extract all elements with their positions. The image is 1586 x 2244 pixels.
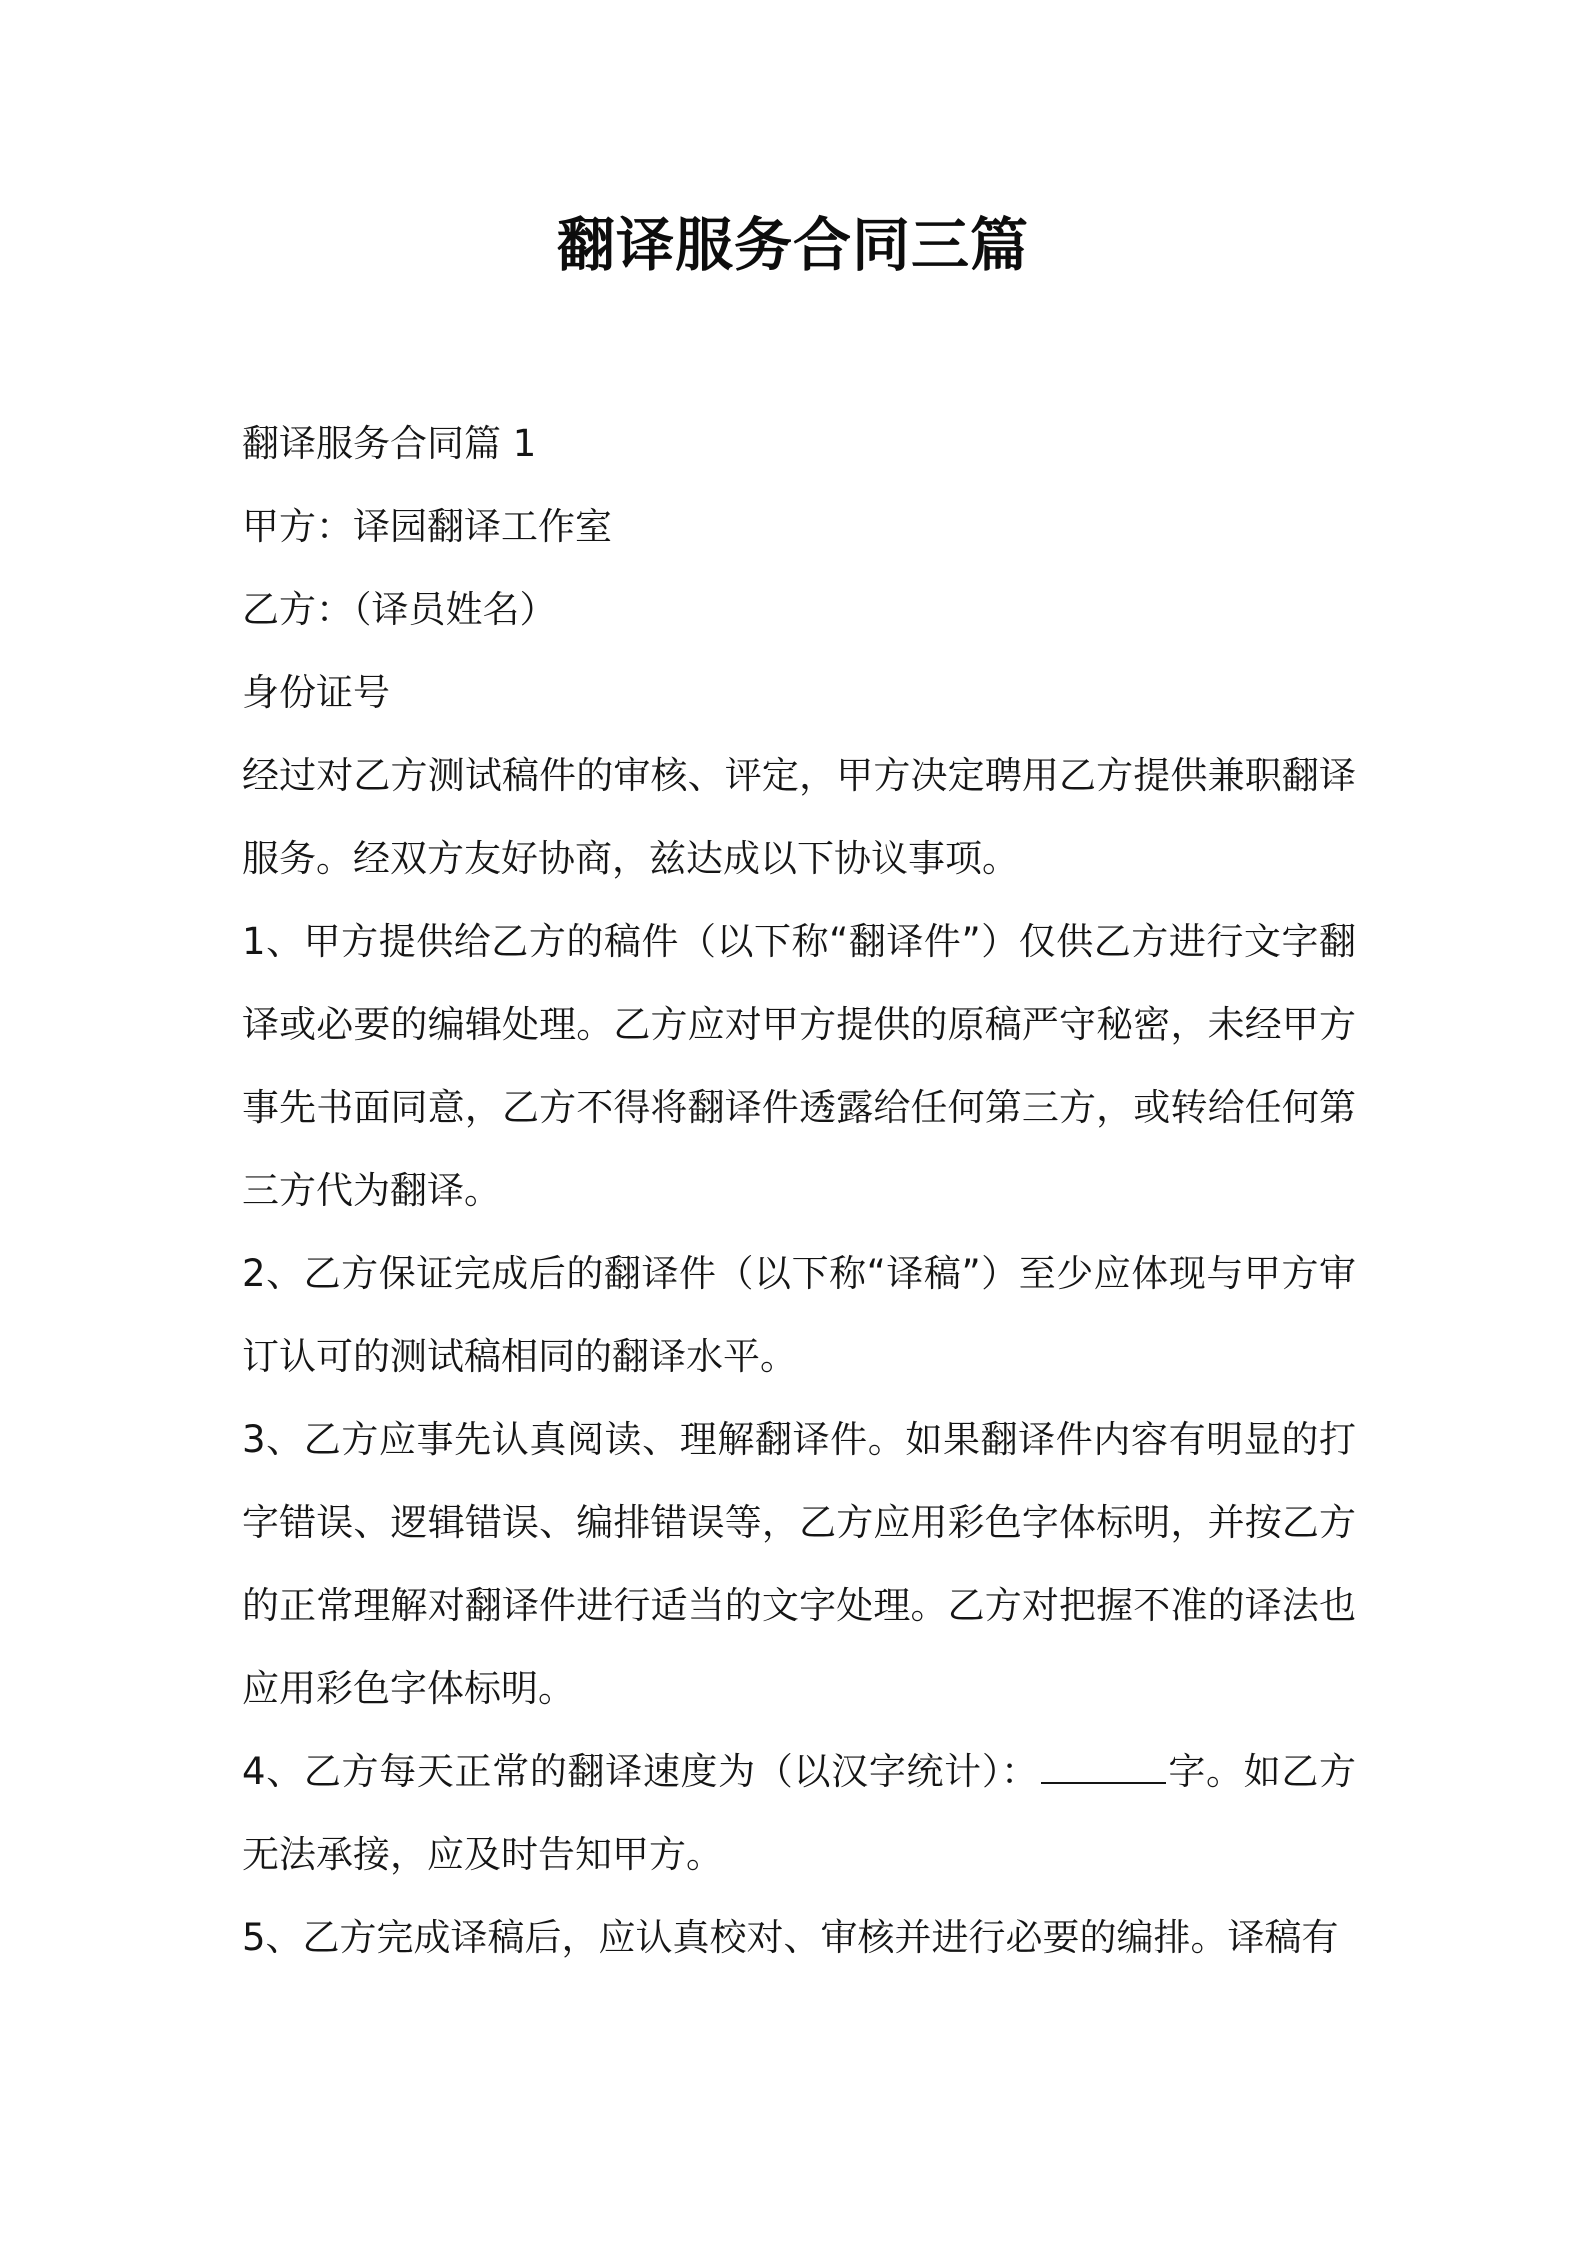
clause-4 (242, 1730, 1356, 1896)
section-heading: 翻译服务合同篇 1 (242, 422, 537, 465)
clause-2: 2、乙方保证完成后的翻译件（以下称“译稿”）至少应体现与甲方审订认可的测试稿相同的翻译水平。 (242, 1252, 1356, 1378)
id-number-line: 身份证号 (242, 671, 390, 714)
clause-3: 3、乙方应事先认真阅读、理解翻译件。如果翻译件内容有明显的打字错误、逻辑错误、编排错误等，乙方应用彩色字体标明，并按乙方的正常理解对翻译件进行适当的文字处理。乙方对把握不准的译法也应用彩色字体标明。 (242, 1418, 1356, 1710)
document-body (242, 402, 1356, 1979)
party-a-line: 甲方：译园翻译工作室 (242, 505, 612, 548)
clause-5: 5、乙方完成译稿后，应认真校对、审核并进行必要的编排。译稿有 (242, 1916, 1339, 1959)
clause-4-text-after: 字。如乙方无法承接，应及时告知甲方。 (242, 1750, 1356, 1876)
intro-paragraph: 经过对乙方测试稿件的审核、评定，甲方决定聘用乙方提供兼职翻译服务。经双方友好协商，兹达成以下协议事项。 (242, 754, 1356, 880)
clause-1: 1、甲方提供给乙方的稿件（以下称“翻译件”）仅供乙方进行文字翻译或必要的编辑处理。乙方应对甲方提供的原稿严守秘密，未经甲方事先书面同意，乙方不得将翻译件透露给任何第三方，或转给任何第三方代为翻译。 (242, 920, 1356, 1212)
clause-4-text-before: 4、乙方每天正常的翻译速度为（以汉字统计）： (242, 1750, 1039, 1793)
document-title: 翻译服务合同三篇 (556, 211, 1029, 279)
fill-in-blank (1041, 1746, 1166, 1784)
party-b-line: 乙方：（译员姓名） (242, 588, 557, 631)
